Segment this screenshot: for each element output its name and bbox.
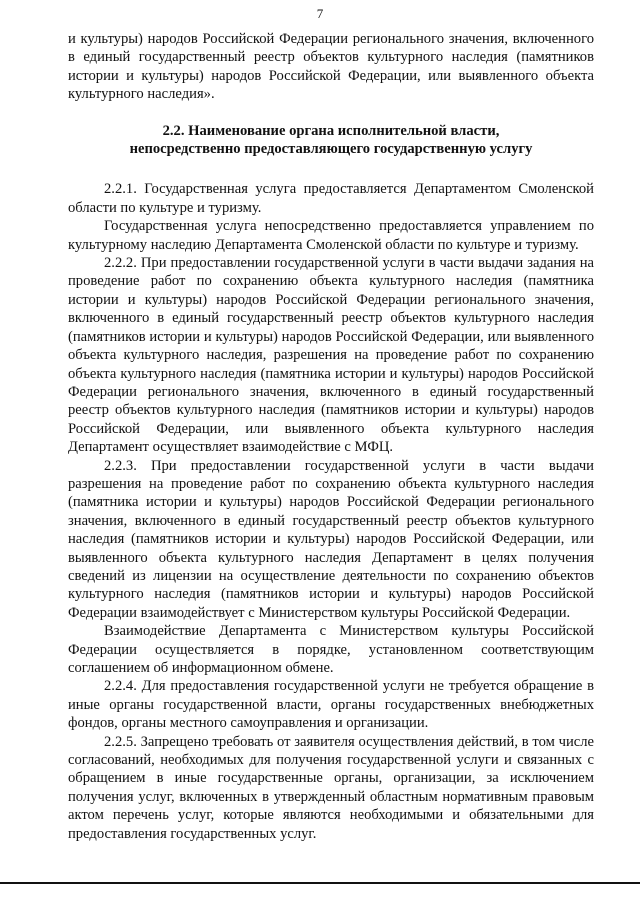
paragraph-2-2-1: 2.2.1. Государственная услуга предоставляется Департаментом Смоленской области по культуре и туризму. xyxy=(68,181,594,216)
paragraph-2-2-5: 2.2.5. Запрещено требовать от заявителя осуществления действий, в том числе согласований, необходимых для получения государственной услуги и связанных с обращением в иные государственные органы, организации, за исключением получения услуг, включенных в утвержденный областным нормативным правовым актом перечень услуг, которые являются необходимыми и обязательными для предоставления государственных услуг. xyxy=(68,733,594,842)
bottom-rule xyxy=(0,882,640,884)
paragraph-service-provider: Государственная услуга непосредственно предоставляется управлением по культурному наследию Департамента Смоленской области по культуре и туризму. xyxy=(68,218,594,253)
section-heading xyxy=(68,122,594,159)
intro-paragraph: и культуры) народов Российской Федерации регионального значения, включенного в единый государственный реестр объектов культурного наследия (памятников истории и культуры) народов Российской Федерации, или выявленного объекта культурного наследия». xyxy=(68,31,594,103)
paragraph-interaction: Взаимодействие Департамента с Министерством культуры Российской Федерации осуществляется в порядке, установленном соответствующим соглашением об информационном обмене. xyxy=(68,623,594,676)
document-body xyxy=(68,30,594,843)
paragraph-2-2-4: 2.2.4. Для предоставления государственной услуги не требуется обращение в иные органы государственной власти, органы государственных внебюджетных фондов, органы местного самоуправления и организации. xyxy=(68,678,594,732)
paragraph-2-2-3: 2.2.3. При предоставлении государственной услуги в части выдачи разрешения на проведение работ по сохранению объекта культурного наследия (памятника истории и культуры) народов Российской Федерации регионального значения, включенного в единый государственный реестр объектов культурного наследия (памятников истории и культуры) народов Российской Федерации, или выявленного объекта культурного наследия Департамент в целях получения сведений из лицензии на осуществление деятельности по сохранению объектов культурного наследия (памятников истории и культуры) народов Российской Федерации взаимодействует с Министерством культуры Российской Федерации. xyxy=(68,457,594,621)
section-heading-line-1: 2.2. Наименование органа исполнительной власти, xyxy=(162,122,500,139)
paragraph-2-2-2: 2.2.2. При предоставлении государственной услуги в части выдачи задания на проведение работ по сохранению объекта культурного наследия (памятника истории и культуры) народов Российской Федерации регионального значения, включенного в единый государственный реестр объектов культурного наследия (памятников истории и культуры) народов Российской Федерации, или выявленного объекта культурного наследия, разрешения на проведение работ по сохранению объекта культурного наследия (памятника истории и культуры) народов Российской Федерации регионального значения, включенного в единый государственный реестр объектов культурного наследия (памятников истории и культуры) народов Российской Федерации, или выявленного объекта культурного наследия Департамент осуществляет взаимодействие с МФЦ. xyxy=(68,255,594,456)
section-heading-line-2: непосредственно предоставляющего государственную услугу xyxy=(129,141,533,158)
page-number: 7 xyxy=(316,6,324,21)
